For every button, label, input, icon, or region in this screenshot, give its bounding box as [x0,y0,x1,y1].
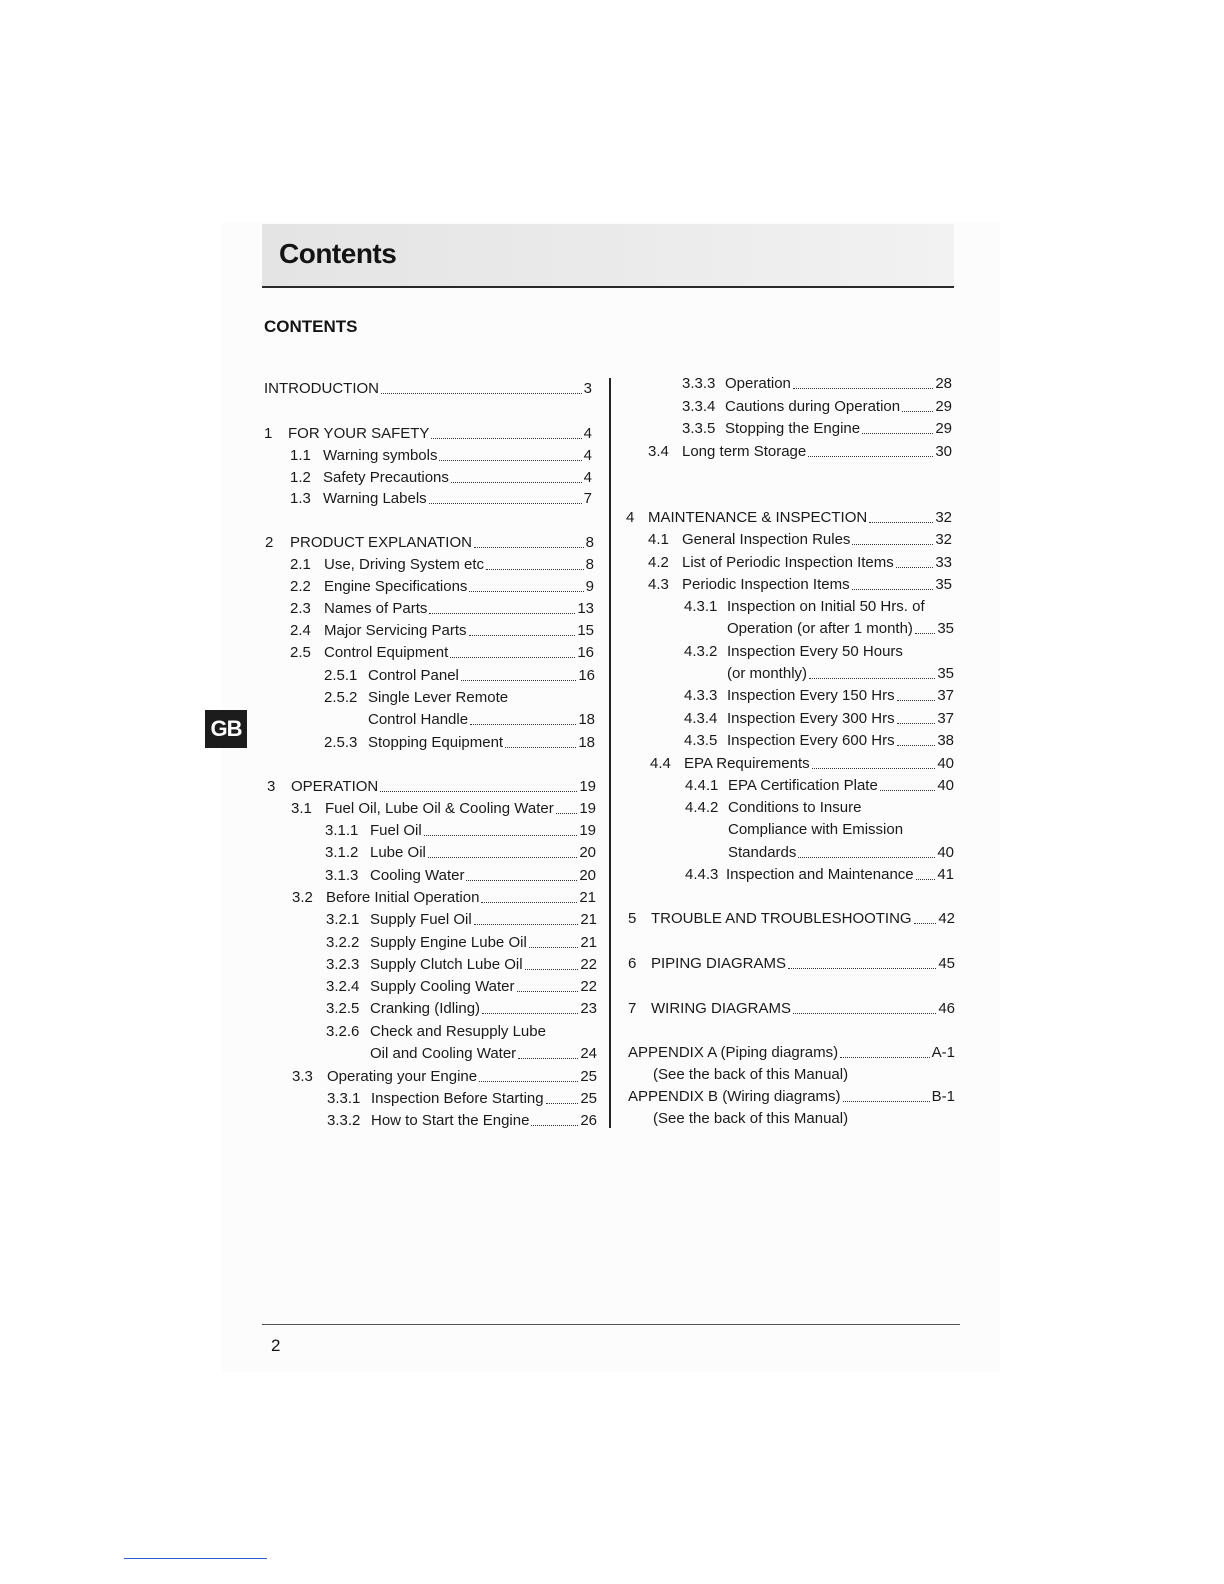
dot-leader [812,767,936,769]
toc-entry-label: Major Servicing Parts [324,622,467,639]
dot-leader [469,634,576,636]
dot-leader [531,1124,578,1126]
toc-entry-number: 2.5.3 [324,734,358,751]
toc-entry-label: MAINTENANCE & INSPECTION [648,509,868,526]
toc-entry-label: Warning symbols [323,447,438,464]
dot-leader [505,746,576,748]
toc-entry-label: Inspection Every 600 Hrs [727,732,895,749]
toc-entry-page: 21 [580,934,597,951]
toc-entry-page: 19 [579,822,596,839]
toc-entry-label: APPENDIX A (Piping diagrams) [628,1044,839,1061]
toc-entry-number: 3.2.2 [326,934,360,951]
toc-entry-label: Standards [728,843,797,861]
toc-entry-label: Fuel Oil, Lube Oil & Cooling Water [325,800,554,817]
toc-entry-number: 6 [628,955,637,972]
toc-entry-number: 4.3.4 [684,710,718,727]
toc-entry-label: Periodic Inspection Items [682,576,850,593]
toc-entry-page: 42 [938,910,955,927]
dot-leader [439,459,581,461]
toc-entry-label: Compliance with Emission [728,821,904,839]
toc-entry-label: FOR YOUR SAFETY [288,425,430,442]
toc-entry-page: B-1 [931,1088,955,1105]
toc-entry-label: Inspection Every 50 Hours [727,643,903,660]
toc-entry-number: 2.5 [290,644,311,661]
toc-entry-label: Conditions to Insure [728,799,862,816]
toc-entry-number: 3.1.3 [325,867,359,884]
toc-entry-page: 8 [585,556,594,573]
dot-leader [897,744,936,746]
toc-entry-label: WIRING DIAGRAMS [651,1000,792,1017]
dot-leader [481,901,577,903]
toc-entry-page: 4 [583,447,592,464]
toc-entry-number: 2.4 [290,622,311,639]
toc-entry-page: 23 [580,1000,597,1017]
dot-leader [862,432,933,434]
toc-entry-label: Stopping Equipment [368,734,504,751]
toc-entry-number: 3.3.3 [682,375,716,392]
toc-entry-label: Cooling Water [370,867,465,884]
dot-leader [450,656,575,658]
column-divider [609,378,611,1128]
dot-leader [880,789,936,791]
dot-leader [808,455,933,457]
toc-entry-page: 7 [583,490,592,507]
dot-leader [897,699,936,701]
toc-entry-label: Single Lever Remote [368,689,509,706]
toc-entry-number: 3.2.1 [326,911,360,928]
toc-entry-label: Inspection Before Starting [371,1090,544,1107]
toc-entry-label: INTRODUCTION [264,380,379,397]
toc-entry-page: 26 [580,1112,597,1129]
toc-entry-page: 41 [937,866,954,883]
toc-entry-page: 29 [935,420,952,437]
dot-leader [840,1056,930,1058]
dot-leader [380,790,577,792]
page-number: 2 [271,1336,281,1355]
dot-leader [428,856,577,858]
toc-entry-number: 3.2 [292,889,313,906]
toc-entry-page: 45 [938,955,955,972]
toc-entry-number: 2.1 [290,556,311,573]
toc-entry-page: 22 [580,956,597,973]
toc-entry-page: 25 [580,1090,597,1107]
dot-leader [529,946,579,948]
toc-entry-label: How to Start the Engine [371,1112,530,1129]
toc-entry-number: 4.3.3 [684,687,718,704]
toc-entry-number: 4.1 [648,531,669,548]
toc-entry-note: (See the back of this Manual) [653,1110,849,1128]
toc-entry-label: Inspection and Maintenance [726,866,914,883]
toc-entry-page: 19 [579,778,596,795]
toc-entry-number: 3.1.1 [325,822,359,839]
toc-entry-page: 4 [583,469,592,486]
toc-entry-page: 35 [935,576,952,593]
toc-entry-label: List of Periodic Inspection Items [682,554,894,571]
toc-entry-page: 24 [580,1045,597,1063]
dot-leader [431,437,581,439]
toc-entry-page: 9 [585,578,594,595]
toc-entry-page: 38 [937,732,954,749]
dot-leader [902,410,933,412]
footer-rule [262,1324,960,1325]
dot-leader [798,856,935,858]
toc-entry-label: Warning Labels [323,490,427,507]
toc-entry-page: 35 [937,665,954,683]
dot-leader [896,566,934,568]
toc-entry-number: 3.1.2 [325,844,359,861]
language-tab: GB [205,710,247,748]
toc-entry-label: Inspection on Initial 50 Hrs. of [727,598,925,615]
toc-entry-number: 3 [267,778,276,795]
dot-leader [466,879,577,881]
toc-entry-label: Before Initial Operation [326,889,480,906]
toc-entry-page: 20 [579,867,596,884]
toc-entry-number: 3.3.2 [327,1112,361,1129]
dot-leader [429,502,582,504]
toc-entry-number: 4.4 [650,755,671,772]
toc-entry-label: Operation (or after 1 month) [727,620,913,638]
toc-entry-label: Inspection Every 300 Hrs [727,710,895,727]
toc-entry-number: 3.4 [648,443,669,460]
toc-entry-number: 3.3.4 [682,398,716,415]
toc-entry-number: 4.3.5 [684,732,718,749]
dot-leader [546,1102,579,1104]
toc-entry-number: 2.5.1 [324,667,358,684]
toc-entry-page: 40 [937,843,954,861]
dot-leader [793,1012,936,1014]
dot-leader [852,543,933,545]
toc-entry-page: 21 [580,911,597,928]
dot-leader [793,387,933,389]
toc-entry-number: 3.2.5 [326,1000,360,1017]
toc-entry-number: 5 [628,910,637,927]
dot-leader [852,588,934,590]
toc-entry-label: Check and Resupply Lube [370,1023,546,1040]
toc-entry-label: Supply Fuel Oil [370,911,472,928]
toc-entry-page: 40 [937,755,954,772]
toc-entry-label: Use, Driving System etc [324,556,485,573]
toc-entry-page: 30 [935,443,952,460]
toc-entry-page: 22 [580,978,597,995]
toc-entry-label: (or monthly) [727,665,808,683]
toc-entry-page: 3 [583,380,592,397]
toc-entry-page: 40 [937,777,954,794]
toc-entry-label: General Inspection Rules [682,531,851,548]
toc-entry-label: Control Handle [368,711,469,729]
dot-leader [482,1012,578,1014]
toc-entry-page: 37 [937,710,954,727]
toc-entry-page: 28 [935,375,952,392]
toc-entry-page: 21 [579,889,596,906]
toc-entry-label: Operating your Engine [327,1068,478,1085]
toc-entry-label: Engine Specifications [324,578,468,595]
dot-leader [788,967,936,969]
toc-entry-number: 3.2.4 [326,978,360,995]
dot-leader [461,679,576,681]
dot-leader [809,677,935,679]
toc-entry-page: 4 [583,425,592,442]
toc-entry-label: TROUBLE AND TROUBLESHOOTING [651,910,912,927]
toc-entry-label: PIPING DIAGRAMS [651,955,787,972]
toc-entry-number: 2.5.2 [324,689,358,706]
dot-leader [381,392,582,394]
toc-entry-label: Cautions during Operation [725,398,901,415]
toc-entry-page: 37 [937,687,954,704]
toc-entry-label: Long term Storage [682,443,807,460]
toc-entry-number: 4.4.3 [685,866,719,883]
toc-entry-number: 4.3.1 [684,598,718,615]
dot-leader [915,632,935,634]
toc-entry-label: Stopping the Engine [725,420,861,437]
toc-entry-number: 3.3.5 [682,420,716,437]
toc-entry-label: Supply Engine Lube Oil [370,934,527,951]
dot-leader [479,1080,578,1082]
toc-entry-page: 16 [577,644,594,661]
toc-entry-label: Lube Oil [370,844,426,861]
toc-entry-label: APPENDIX B (Wiring diagrams) [628,1088,841,1105]
toc-entry-number: 4 [626,509,635,526]
toc-entry-label: Supply Clutch Lube Oil [370,956,523,973]
toc-entry-label: EPA Requirements [684,755,810,772]
toc-entry-number: 3.3 [292,1068,313,1085]
dot-leader [451,481,582,483]
toc-entry-page: 18 [578,711,595,729]
toc-entry-page: 20 [579,844,596,861]
dot-leader [486,568,584,570]
toc-entry-number: 7 [628,1000,637,1017]
toc-entry-number: 3.2.6 [326,1023,360,1040]
dot-leader [869,521,933,523]
toc-entry-number: 4.3 [648,576,669,593]
toc-entry-page: 8 [585,534,594,551]
toc-entry-label: PRODUCT EXPLANATION [290,534,472,551]
toc-entry-number: 1 [264,425,273,442]
toc-entry-label: OPERATION [291,778,379,795]
toc-entry-number: 1.2 [290,469,311,486]
header-rule [262,286,954,288]
dot-leader [469,590,583,592]
dot-leader [518,1057,578,1059]
toc-entry-label: Operation [725,375,791,392]
toc-entry-label: Supply Cooling Water [370,978,515,995]
toc-entry-page: A-1 [931,1044,955,1061]
edge-link-underline [124,1558,267,1559]
dot-leader [474,546,584,548]
dot-leader [897,722,936,724]
dot-leader [424,834,578,836]
toc-entry-number: 1.3 [290,490,311,507]
toc-entry-label: Names of Parts [324,600,428,617]
toc-entry-page: 25 [580,1068,597,1085]
page-title: Contents [279,238,397,269]
toc-entry-label: EPA Certification Plate [728,777,878,794]
toc-entry-number: 3.2.3 [326,956,360,973]
toc-entry-number: 2 [265,534,274,551]
contents-subheading: CONTENTS [264,317,358,336]
toc-entry-note: (See the back of this Manual) [653,1066,849,1084]
toc-entry-page: 33 [935,554,952,571]
toc-entry-number: 4.4.2 [685,799,719,816]
toc-entry-number: 2.3 [290,600,311,617]
toc-entry-label: Control Equipment [324,644,449,661]
dot-leader [843,1100,930,1102]
toc-entry-number: 1.1 [290,447,311,464]
toc-entry-label: Safety Precautions [323,469,449,486]
toc-entry-number: 4.4.1 [685,777,719,794]
toc-entry-number: 3.3.1 [327,1090,361,1107]
toc-entry-label: Cranking (Idling) [370,1000,481,1017]
dot-leader [914,922,937,924]
toc-entry-page: 35 [937,620,954,638]
toc-entry-label: Fuel Oil [370,822,422,839]
toc-entry-page: 18 [578,734,595,751]
toc-entry-page: 32 [935,531,952,548]
toc-entry-page: 19 [579,800,596,817]
toc-entry-label: Oil and Cooling Water [370,1045,517,1063]
dot-leader [517,990,579,992]
dot-leader [525,968,579,970]
toc-entry-page: 13 [577,600,594,617]
toc-entry-number: 2.2 [290,578,311,595]
toc-entry-number: 4.2 [648,554,669,571]
toc-entry-page: 29 [935,398,952,415]
toc-entry-page: 46 [938,1000,955,1017]
toc-entry-page: 15 [577,622,594,639]
toc-entry-page: 16 [578,667,595,684]
toc-entry-label: Control Panel [368,667,459,684]
dot-leader [474,923,579,925]
dot-leader [916,878,936,880]
toc-entry-label: Inspection Every 150 Hrs [727,687,895,704]
toc-entry-number: 3.1 [291,800,312,817]
dot-leader [470,723,576,725]
dot-leader [556,812,578,814]
dot-leader [429,612,575,614]
toc-entry-number: 4.3.2 [684,643,718,660]
toc-entry-page: 32 [935,509,952,526]
